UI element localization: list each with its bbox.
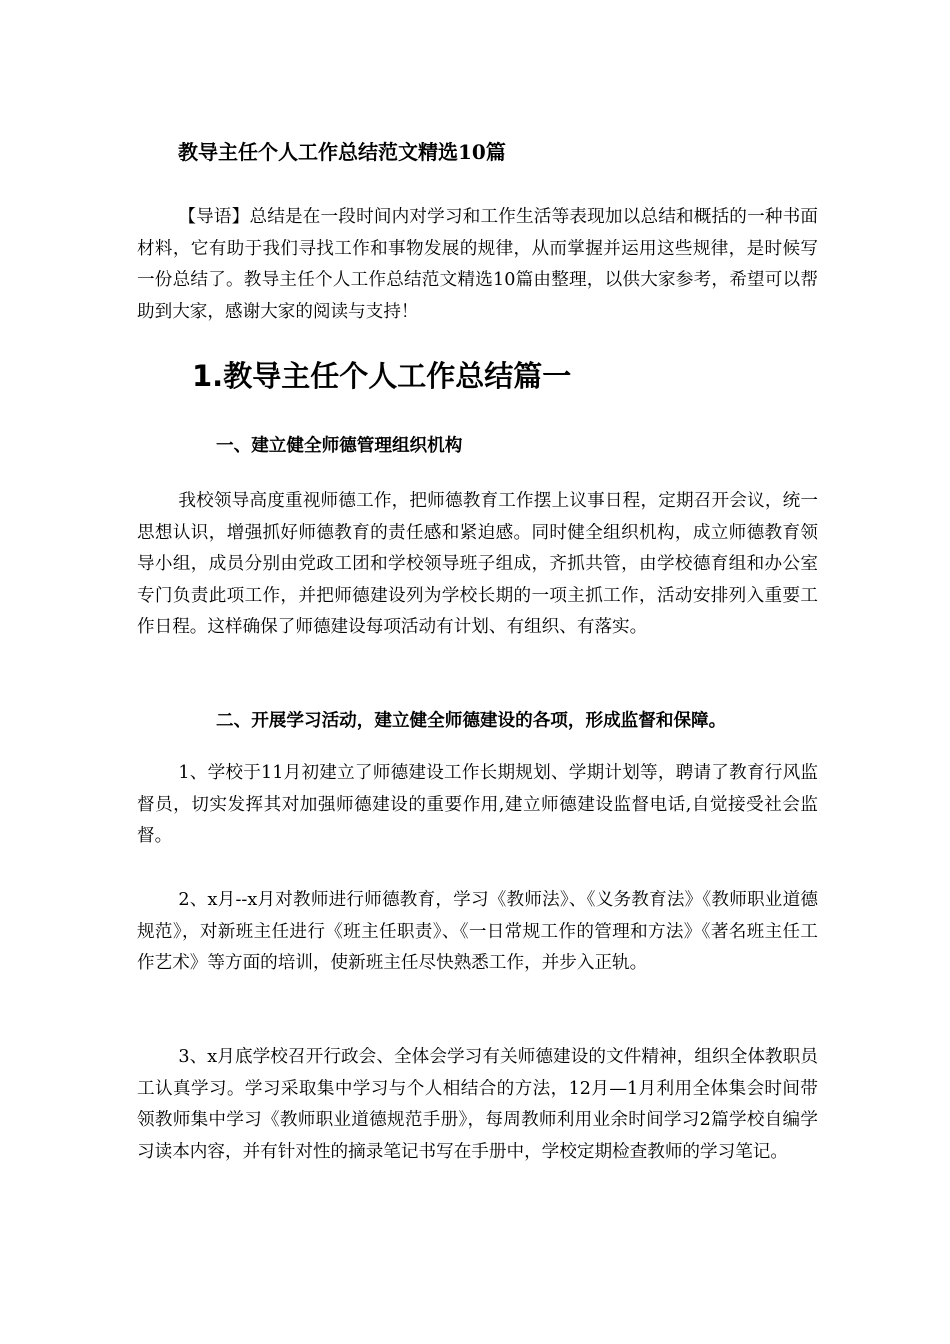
document-title: 教导主任个人工作总结范文精选10篇 xyxy=(178,140,506,164)
list-item-2: 2、x月--x月对教师进行师德教育，学习《教师法》、《义务教育法》《教师职业道德规范》，对新班主任进行《班主任职责》、《一日常规工作的管理和方法》《著名班主任工作艺术》等方面的培训，使新班主任尽快熟悉工作，并步入正轨。 xyxy=(137,890,818,973)
paragraph-1: 我校领导高度重视师德工作，把师德教育工作摆上议事日程，定期召开会议，统一思想认识，增强抓好师德教育的责任感和紧迫感。同时健全组织机构，成立师德教育领导小组，成员分别由党政工团和学校领导班子组成，齐抓共管，由学校德育组和办公室专门负责此项工作，并把师德建设列为学校长期的一项主抓工作，活动安排列入重要工作日程。这样确保了师德建设每项活动有计划、有组织、有落实。 xyxy=(137,491,818,637)
list-item-1: 1、学校于11月初建立了师德建设工作长期规划、学期计划等，聘请了教育行风监督员，切实发挥其对加强师德建设的重要作用,建立师德建设监督电话,自觉接受社会监督。 xyxy=(137,763,818,846)
subheading-2: 二、开展学习活动，建立健全师德建设的各项，形成监督和保障。 xyxy=(216,710,727,731)
section-heading: 1.教导主任个人工作总结篇一 xyxy=(192,359,572,393)
subheading-1: 一、建立健全师德管理组织机构 xyxy=(216,435,463,456)
intro-paragraph: 【导语】总结是在一段时间内对学习和工作生活等表现加以总结和概括的一种书面材料，它有助于我们寻找工作和事物发展的规律，从而掌握并运用这些规律，是时候写一份总结了。教导主任个人工作总结范文精选10篇由整理，以供大家参考，希望可以帮助到大家，感谢大家的阅读与支持！ xyxy=(137,207,818,322)
list-item-3: 3、x月底学校召开行政会、全体会学习有关师德建设的文件精神，组织全体教职员工认真学习。学习采取集中学习与个人相结合的方法，12月—1月利用全体集会时间带领教师集中学习《教师职业道德规范手册》，每周教师利用业余时间学习2篇学校自编学习读本内容，并有针对性的摘录笔记书写在手册中，学校定期检查教师的学习笔记。 xyxy=(137,1047,818,1162)
